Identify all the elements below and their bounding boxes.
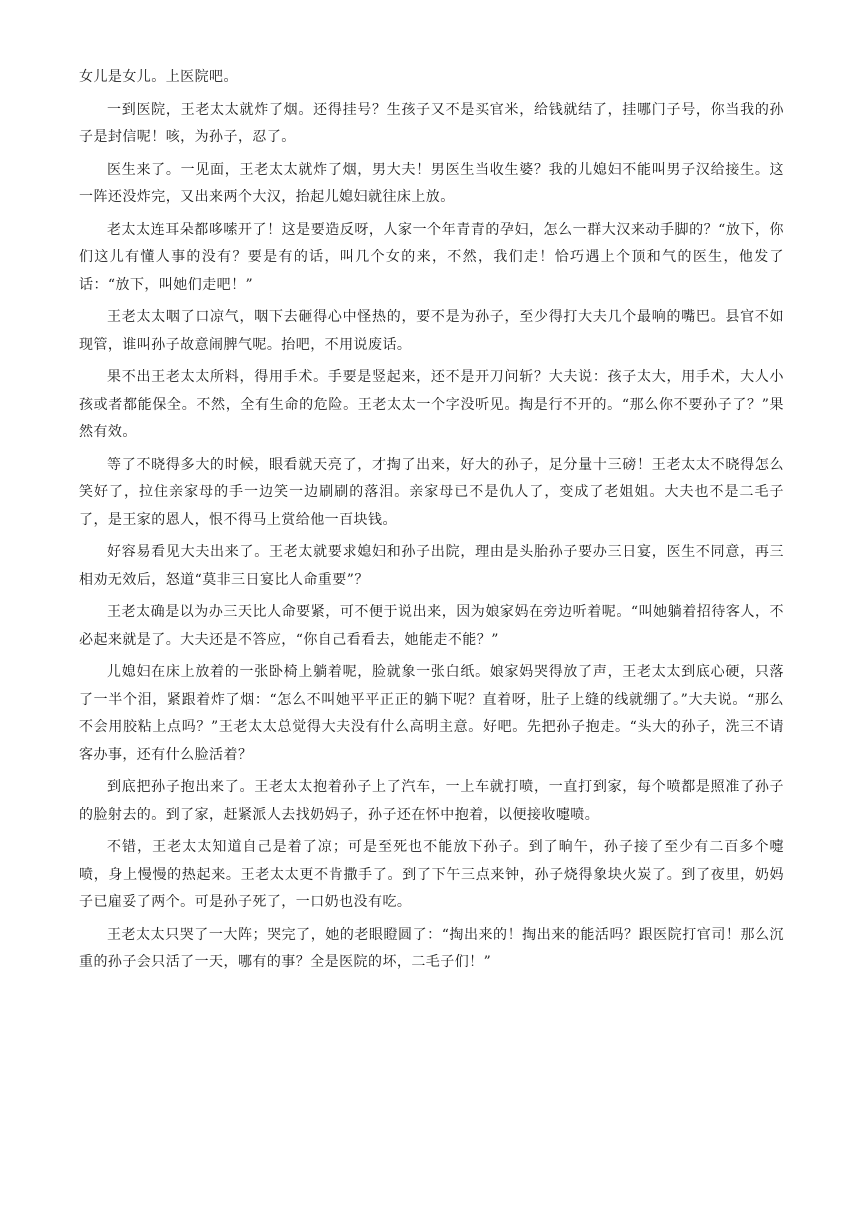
- paragraph: 老太太连耳朵都哆嗦开了！这是要造反呀，人家一个年青青的孕妇，怎么一群大汉来动手脚的？“放下，你们这儿有懂人事的没有？要是有的话，叫几个女的来，不然，我们走！恰巧遇上个顶和气的医生，他发了话：“放下，叫她们走吧！”: [79, 221, 784, 293]
- paragraph: 不错，王老太太知道自己是着了凉；可是至死也不能放下孙子。到了晌午，孙子接了至少有二百多个嚏喷，身上慢慢的热起来。王老太太更不肯撒手了。到了下午三点来钟，孙子烧得象块火炭了。到了夜里，奶妈子已雇妥了两个。可是孙子死了，一口奶也没有吃。: [79, 839, 784, 910]
- paragraph: 女儿是女儿。上医院吧。: [79, 69, 238, 85]
- paragraph: 到底把孙子抱出来了。王老太太抱着孙子上了汽车，一上车就打喷，一直打到家，每个喷都是照准了孙子的脸射去的。到了家，赶紧派人去找奶妈子，孙子还在怀中抱着，以便接收嚏喷。: [79, 779, 784, 823]
- paragraph: 好容易看见大夫出来了。王老太就要求媳妇和孙子出院，理由是头胎孙子要办三日宴，医生不同意，再三相劝无效后，怒道“莫非三日宴比人命重要”？: [79, 544, 784, 588]
- document-body: [79, 64, 784, 982]
- paragraph: 等了不晓得多大的时候，眼看就天亮了，才掏了出来，好大的孙子，足分量十三磅！王老太太不晓得怎么笑好了，拉住亲家母的手一边笑一边刷刷的落泪。亲家母已不是仇人了，变成了老姐姐。大夫也不是二毛子了，是王家的恩人，恨不得马上赏给他一百块钱。: [79, 456, 784, 528]
- paragraph: 一到医院，王老太太就炸了烟。还得挂号？生孩子又不是买官米，给钱就结了，挂哪门子号，你当我的孙子是封信呢！咳，为孙子，忍了。: [79, 101, 784, 145]
- paragraph: 医生来了。一见面，王老太太就炸了烟，男大夫！男医生当收生婆？我的儿媳妇不能叫男子汉给接生。这一阵还没炸完，又出来两个大汉，抬起儿媳妇就往床上放。: [79, 161, 784, 205]
- paragraph: 王老太太只哭了一大阵；哭完了，她的老眼瞪圆了：“掏出来的！掏出来的能活吗？跟医院打官司！那么沉重的孙子会只活了一天，哪有的事？全是医院的坏，二毛子们！”: [79, 926, 784, 970]
- paragraph: 王老太确是以为办三天比人命要紧，可不便于说出来，因为娘家妈在旁边听着呢。“叫她躺着招待客人，不必起来就是了。大夫还是不答应，“你自己看看去，她能走不能？”: [79, 604, 784, 648]
- paragraph: 儿媳妇在床上放着的一张卧椅上躺着呢，脸就象一张白纸。娘家妈哭得放了声，王老太太到底心硬，只落了一半个泪，紧跟着炸了烟：“怎么不叫她平平正正的躺下呢？直着呀，肚子上缝的线就绷了。”大夫说。“那么不会用胶粘上点吗？”王老太太总觉得大夫没有什么高明主意。好吧。先把孙子抱走。“头大的孙子，洗三不请客办事，还有什么脸活着？: [79, 664, 784, 763]
- paragraph: 王老太太咽了口凉气，咽下去砸得心中怪热的，要不是为孙子，至少得打大夫几个最响的嘴巴。县官不如现管，谁叫孙子故意闹脾气呢。抬吧，不用说废话。: [79, 309, 784, 353]
- paragraph: 果不出王老太太所料，得用手术。手要是竖起来，还不是开刀问斩？大夫说：孩子太大，用手术，大人小孩或者都能保全。不然，全有生命的危险。王老太太一个字没听见。掏是行不开的。“那么你不要孙子了？”果然有效。: [79, 369, 784, 440]
